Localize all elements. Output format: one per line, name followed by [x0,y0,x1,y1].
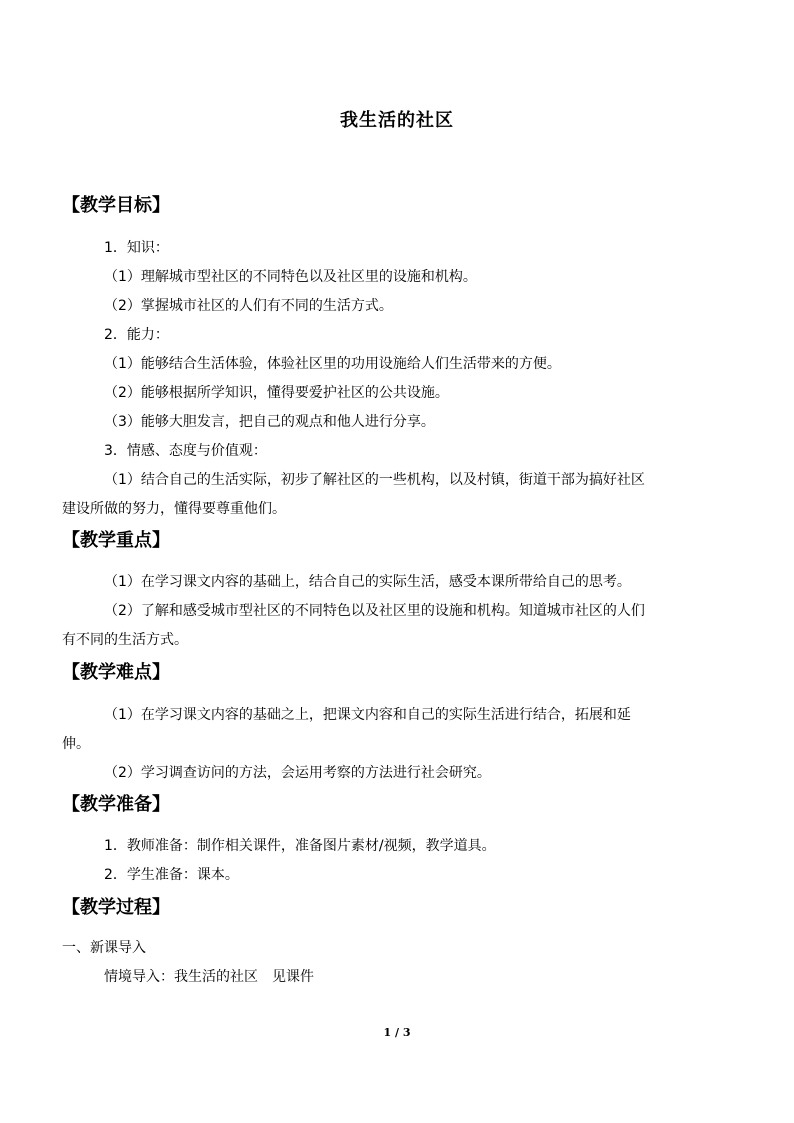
preparation-student: 2．学生准备：课本。 [104,867,239,883]
objectives-ability-item-2: （2）能够根据所学知识，懂得要爱护社区的公共设施。 [104,385,449,401]
document-title: 我生活的社区 [340,110,454,131]
difficulty-1-line-2: 伸。 [62,736,90,752]
objectives-emotion-item-1-line-1: （1）结合自己的生活实际，初步了解社区的一些机构，以及村镇，街道干部为搞好社区 [104,472,645,488]
objectives-ability-item-1: （1）能够结合生活体验，体验社区里的功用设施给人们生活带来的方便。 [104,356,561,372]
process-step-1-detail: 情境导入：我生活的社区 见课件 [104,969,314,985]
objectives-knowledge-item-2: （2）掌握城市社区的人们有不同的生活方式。 [104,298,393,314]
objectives-emotion-item-1-line-2: 建设所做的努力，懂得要尊重他们。 [62,501,286,517]
key-point-2-line-1: （2）了解和感受城市型社区的不同特色以及社区里的设施和机构。知道城市社区的人们 [104,603,645,619]
difficulty-1-line-1: （1）在学习课文内容的基础之上，把课文内容和自己的实际生活进行结合，拓展和延 [104,707,631,723]
objectives-ability-label: 2．能力： [104,327,169,343]
heading-process: 【教学过程】 [62,897,170,918]
objectives-knowledge-label: 1．知识： [104,240,169,256]
objectives-emotion-label: 3．情感、态度与价值观： [104,443,267,459]
preparation-teacher: 1．教师准备：制作相关课件，准备图片素材/视频，教学道具。 [104,838,496,854]
heading-preparation: 【教学准备】 [62,794,170,815]
key-point-2-line-2: 有不同的生活方式。 [62,632,188,648]
process-step-1: 一、新课导入 [62,940,146,956]
heading-difficulties: 【教学难点】 [62,662,170,683]
page-number: 1 / 3 [383,1026,411,1039]
difficulty-2: （2）学习调查访问的方法，会运用考察的方法进行社会研究。 [104,765,491,781]
objectives-ability-item-3: （3）能够大胆发言，把自己的观点和他人进行分享。 [104,414,435,430]
heading-objectives: 【教学目标】 [62,195,170,216]
heading-key-points: 【教学重点】 [62,530,170,551]
objectives-knowledge-item-1: （1）理解城市型社区的不同特色以及社区里的设施和机构。 [104,269,477,285]
key-point-1: （1）在学习课文内容的基础上，结合自己的实际生活，感受本课所带给自己的思考。 [104,574,631,590]
